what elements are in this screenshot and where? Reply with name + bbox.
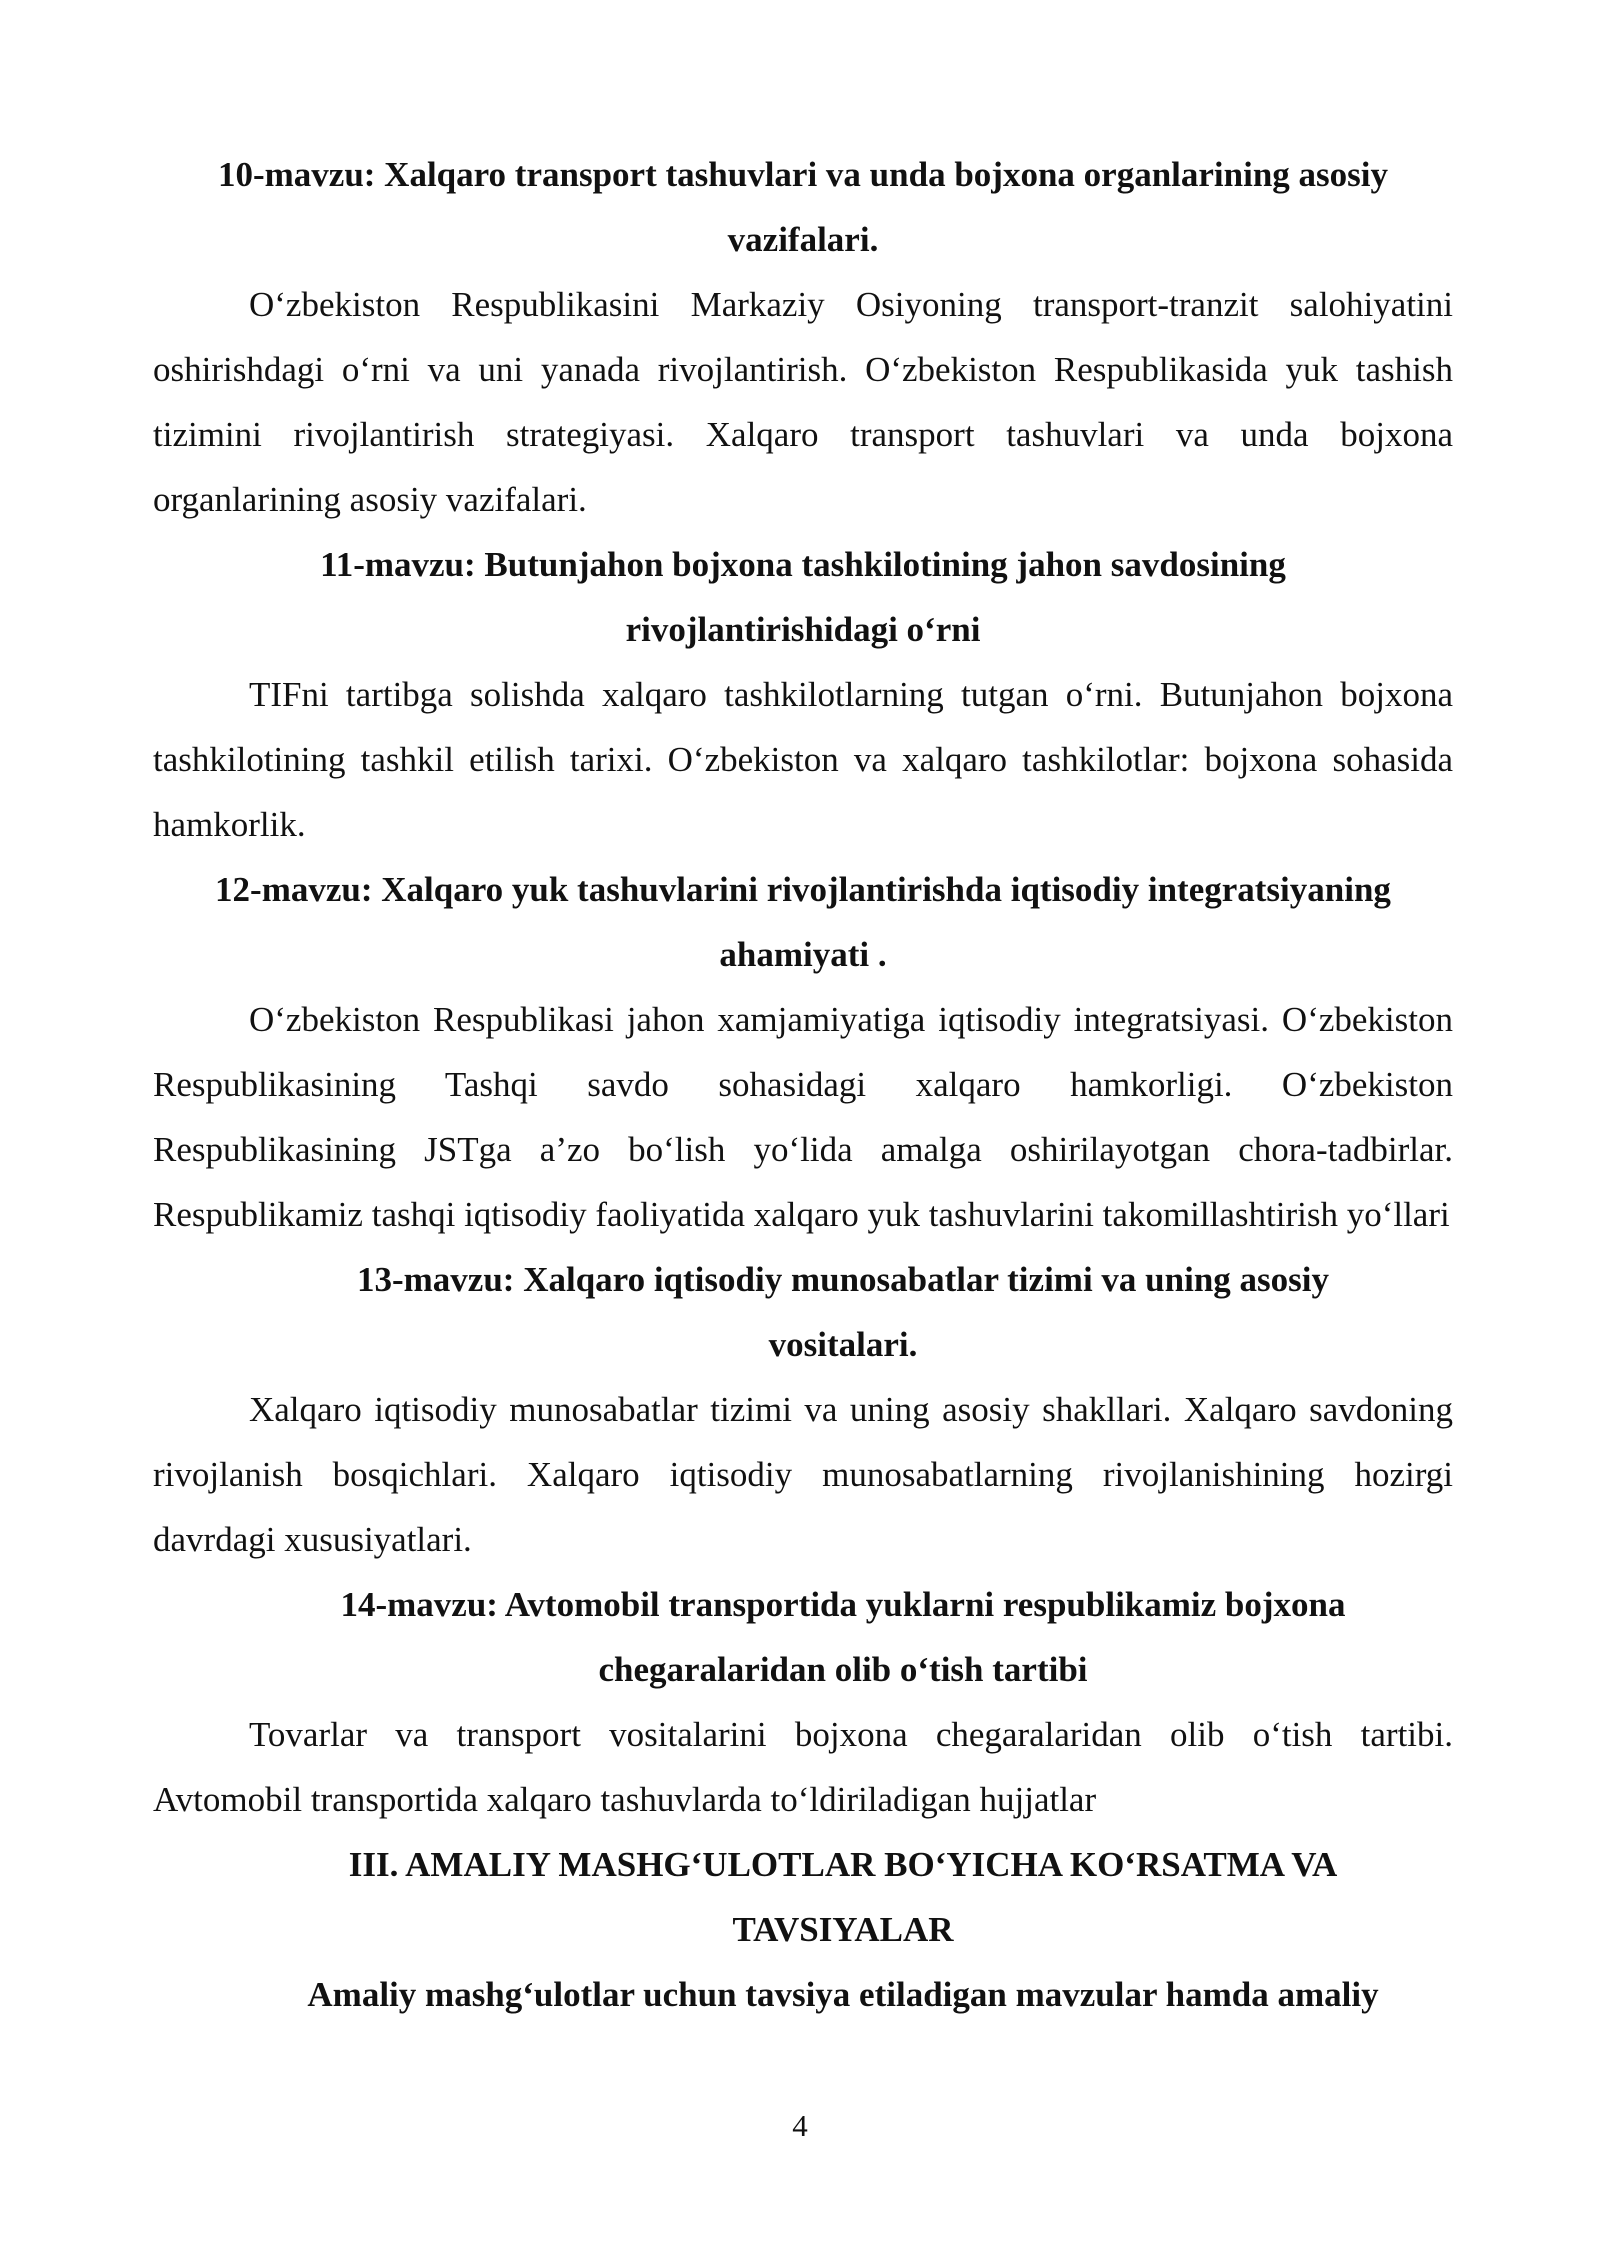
document-page	[153, 142, 1453, 2027]
heading-line: 10-mavzu: Xalqaro transport tashuvlari va unda bojxona organlarining asosiy	[217, 155, 1389, 194]
practical-topics-heading	[153, 1962, 1453, 2027]
topic-13-body: Xalqaro iqtisodiy munosabatlar tizimi va uning asosiy shakllari. Xalqaro savdoning rivojlanish bosqichlari. Xalqaro iqtisodiy munosabatlarning rivojlanishining hozirgi davrdagi xususiyatlari.	[153, 1390, 1453, 1559]
topic-13-heading	[153, 1247, 1453, 1377]
heading-line: 12-mavzu: Xalqaro yuk tashuvlarini rivojlantirishda iqtisodiy integratsiyaning	[215, 870, 1391, 909]
topic-11-heading	[153, 532, 1453, 662]
heading-line: TAVSIYALAR	[732, 1910, 954, 1949]
topic-14-body: Tovarlar va transport vositalarini bojxona chegaralaridan olib o‘tish tartibi. Avtomobil transportida xalqaro tashuvlarda to‘ldiriladigan hujjatlar	[153, 1715, 1453, 1819]
topic-10-heading	[153, 142, 1453, 272]
heading-line: 13-mavzu: Xalqaro iqtisodiy munosabatlar tizimi va uning asosiy	[356, 1260, 1330, 1299]
heading-line: rivojlantirishidagi o‘rni	[625, 610, 981, 649]
part-3-heading	[153, 1832, 1453, 1962]
heading-line: ahamiyati .	[719, 935, 887, 974]
heading-line: vositalari.	[768, 1325, 918, 1364]
heading-line: vazifalari.	[727, 220, 879, 259]
page-number: 4	[792, 2108, 808, 2143]
heading-line: Amaliy mashg‘ulotlar uchun tavsiya etiladigan mavzular hamda amaliy	[307, 1975, 1379, 2014]
topic-10-body: O‘zbekiston Respublikasini Markaziy Osiyoning transport-tranzit salohiyatini oshirishdagi o‘rni va uni yanada rivojlantirish. O‘zbekiston Respublikasida yuk tashish tizimini rivojlantirish strategiyasi. Xalqaro transport tashuvlari va unda bojxona organlarining asosiy vazifalari.	[153, 285, 1453, 519]
heading-line: 11-mavzu: Butunjahon bojxona tashkilotining jahon savdosining	[320, 545, 1286, 584]
topic-14-heading	[153, 1572, 1453, 1702]
heading-line: chegaralaridan olib o‘tish tartibi	[598, 1650, 1088, 1689]
heading-line: III. AMALIY MASHG‘ULOTLAR BO‘YICHA KO‘RSATMA VA	[348, 1845, 1338, 1884]
heading-line: 14-mavzu: Avtomobil transportida yuklarni respublikamiz bojxona	[340, 1585, 1346, 1624]
topic-11-body: TIFni tartibga solishda xalqaro tashkilotlarning tutgan o‘rni. Butunjahon bojxona tashkilotining tashkil etilish tarixi. O‘zbekiston va xalqaro tashkilotlar: bojxona sohasida hamkorlik.	[153, 675, 1453, 844]
topic-12-body: O‘zbekiston Respublikasi jahon xamjamiyatiga iqtisodiy integratsiyasi. O‘zbekiston Respublikasining Tashqi savdo sohasidagi xalqaro hamkorligi. O‘zbekiston Respublikasining JSTga a’zo bo‘lish yo‘lida amalga oshirilayotgan chora-tadbirlar. Respublikamiz tashqi iqtisodiy faoliyatida xalqaro yuk tashuvlarini takomillashtirish yo‘llari	[153, 1000, 1453, 1234]
topic-12-heading	[153, 857, 1453, 987]
